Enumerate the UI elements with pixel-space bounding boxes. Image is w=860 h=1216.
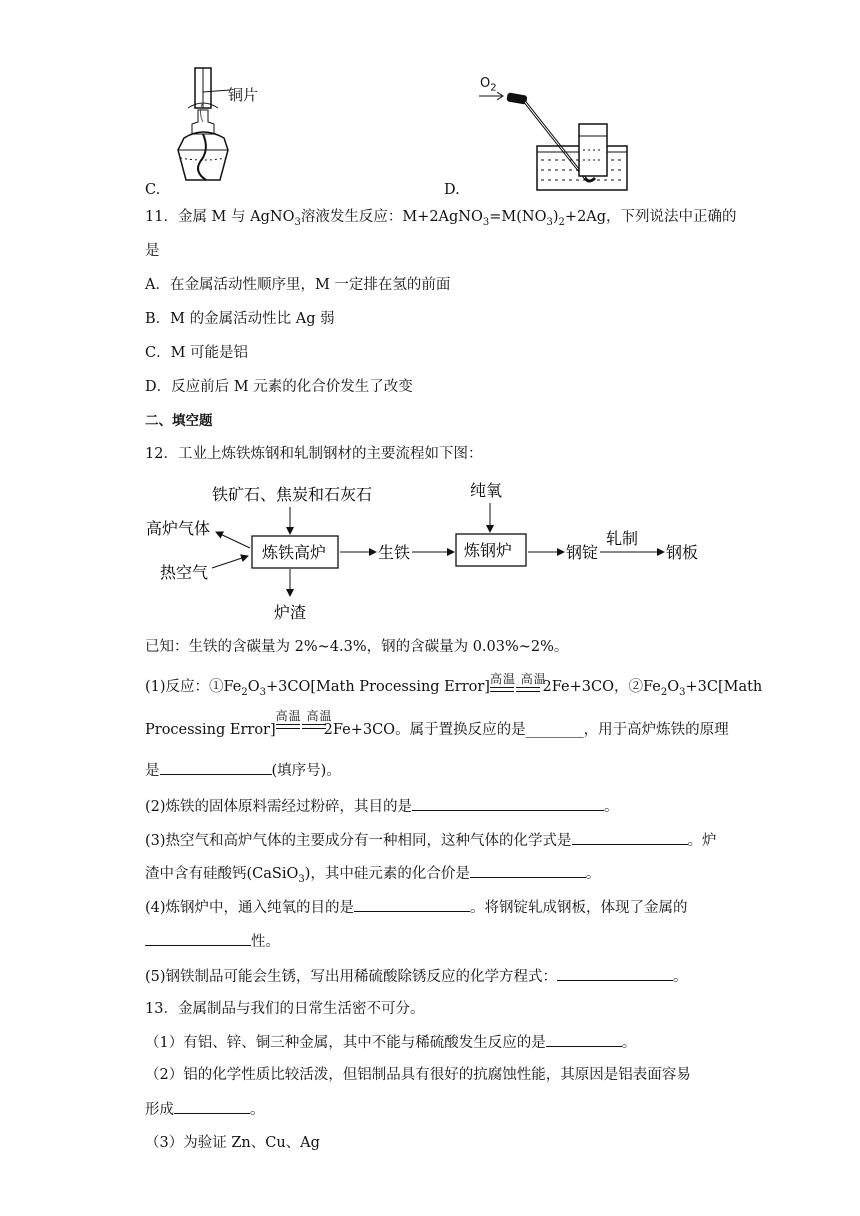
flow-raw-materials: 铁矿石、焦炭和石灰石	[212, 485, 373, 504]
q11-stem: 11．金属 M 与 AgNO$_3$溶液发生反应：$M+2AgNO_3=M(NO_3)_2+2Ag$，下列说法中正确的	[145, 209, 737, 228]
figure-c-callout: 铜片	[228, 86, 259, 104]
flow-pure-oxygen: 纯氧	[470, 481, 503, 500]
q12-stem: 12．工业上炼铁炼钢和轧制钢材的主要流程如下图：	[145, 446, 483, 462]
figure-d-apparatus	[475, 74, 635, 196]
q13-stem: 13．金属制品与我们的日常生活密不可分。	[145, 1001, 425, 1017]
figure-d-gas-label: $O_2$	[480, 76, 497, 94]
flow-hot-air: 热空气	[160, 563, 209, 582]
q12-flow-diagram	[140, 472, 710, 630]
answer-blank[interactable]	[412, 796, 604, 811]
q11-option-d: D．反应前后 M 元素的化合价发生了改变	[145, 379, 413, 395]
flow-steel-furnace: 炼钢炉	[464, 541, 513, 560]
flow-ingot: 钢锭	[566, 543, 599, 562]
answer-blank[interactable]	[354, 897, 470, 912]
flow-slag: 炉渣	[274, 603, 307, 622]
q13-part2b: 形成 。	[145, 1099, 265, 1120]
flow-blast-furnace: 炼铁高炉	[262, 543, 327, 562]
answer-blank[interactable]	[572, 830, 688, 845]
answer-blank[interactable]	[160, 760, 272, 775]
answer-blank[interactable]	[174, 1099, 250, 1114]
q11-option-a: A．在金属活动性顺序里，M 一定排在氢的前面	[145, 277, 451, 293]
q12-part1-line1: (1)反应：$①Fe_2O_3+3CO[Math$ Processing Error] 高温 高温 2Fe+3CO，$②Fe_2O_3+3C[Math$	[145, 677, 762, 703]
figure-d-label: D.	[444, 182, 460, 198]
q12-part1-line3: 是 (填序号)。	[145, 760, 341, 781]
figure-c-label: C.	[145, 182, 161, 198]
flow-blast-gas: 高炉气体	[146, 519, 211, 538]
flow-rolling: 轧制	[606, 529, 639, 548]
q11-option-c: C．M 可能是铝	[145, 345, 249, 361]
q12-known: 已知：生铁的含碳量为 2%~4.3%，钢的含碳量为 0.03%~2%。	[145, 639, 569, 655]
q11-stem-wrap: 是	[145, 243, 160, 259]
q13-part3: （3）为验证 Zn、Cu、Ag	[145, 1135, 320, 1151]
answer-blank[interactable]	[546, 1032, 622, 1047]
q11-option-b: B．M 的金属活动性比 Ag 弱	[145, 311, 335, 327]
q12-part2: (2)炼铁的固体原料需经过粉碎，其目的是 。	[145, 796, 619, 817]
q12-part4b: 性。	[145, 931, 280, 952]
reaction-condition-1: 高温 高温	[490, 683, 538, 703]
q13-part2: （2）铝的化学性质比较活泼，但铝制品具有很好的抗腐蚀性能，其原因是铝表面容易	[145, 1067, 691, 1083]
answer-blank[interactable]	[145, 931, 251, 946]
answer-blank[interactable]	[557, 966, 673, 981]
answer-blank[interactable]	[470, 863, 586, 878]
q12-part3: (3)热空气和高炉气体的主要成分有一种相同，这种气体的化学式是 。炉	[145, 830, 717, 851]
flow-plate: 钢板	[666, 543, 699, 562]
figure-c-apparatus	[170, 62, 280, 197]
q13-part1: （1）有铝、锌、铜三种金属，其中不能与稀硫酸发生反应的是 。	[145, 1032, 636, 1053]
reaction-condition-2: 高温 高温	[276, 720, 324, 740]
q12-part5: (5)钢铁制品可能会生锈，写出用稀硫酸除锈反应的化学方程式： 。	[145, 966, 688, 987]
q12-part1-line2: Processing Error] 高温 高温 2Fe+3CO。属于置换反应的是________，用于高炉炼铁的原理	[145, 709, 729, 738]
section-heading: 二、填空题	[145, 413, 213, 429]
flow-pig-iron: 生铁	[378, 543, 411, 562]
q12-part3b: 渣中含有硅酸钙(CaSiO$_3$)，其中硅元素的化合价是 。	[145, 863, 600, 890]
q12-part4: (4)炼钢炉中，通入纯氧的目的是 。将钢锭轧成钢板，体现了金属的	[145, 897, 688, 918]
